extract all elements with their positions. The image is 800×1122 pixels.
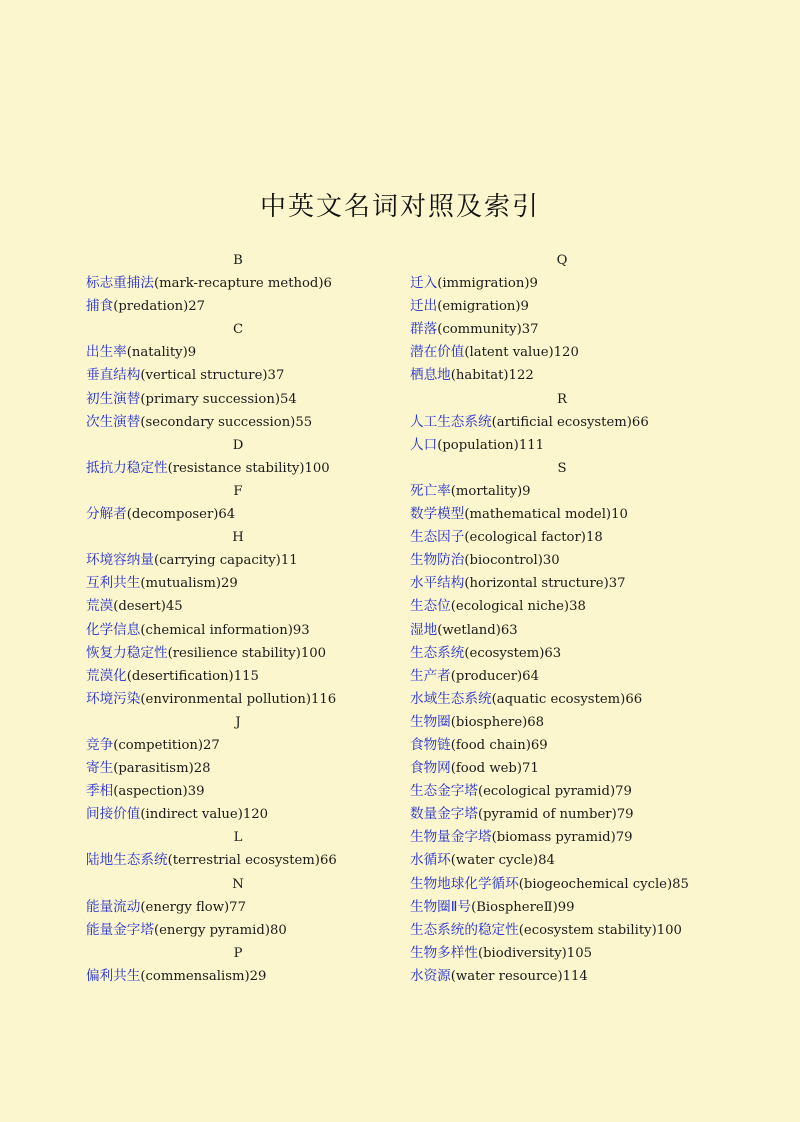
index-term-chinese: 生物防治	[410, 552, 465, 569]
index-entry	[410, 965, 730, 988]
index-entry	[410, 688, 730, 711]
index-entry	[86, 503, 386, 526]
index-term-english-page: (resistance stability)100	[167, 460, 330, 476]
index-term-english-page: (artificial ecosystem)66	[491, 414, 649, 430]
index-entry	[410, 434, 730, 457]
index-entry	[410, 665, 730, 688]
index-section-letter: F	[233, 483, 243, 499]
index-entry	[410, 364, 730, 387]
index-entry	[410, 757, 730, 780]
index-term-english-page: (producer)64	[450, 668, 539, 684]
index-term-chinese: 迁入	[410, 275, 438, 292]
index-term-english-page: (mortality)9	[450, 483, 531, 499]
index-term-english-page: (population)111	[437, 437, 544, 453]
index-term-chinese: 生物圈	[410, 713, 451, 730]
index-entry	[86, 619, 386, 642]
index-entry	[410, 503, 730, 526]
index-term-chinese: 初生演替	[86, 390, 141, 407]
index-entry	[86, 411, 386, 434]
index-term-english-page: (habitat)122	[450, 368, 534, 384]
index-entry	[410, 873, 730, 896]
index-term-english-page: (food chain)69	[450, 737, 548, 753]
index-term-english-page: (aquatic ecosystem)66	[491, 691, 643, 707]
index-term-chinese: 生态系统的稳定性	[410, 921, 519, 938]
index-term-english-page: (ecological pyramid)79	[477, 784, 632, 800]
index-term-english-page: (water resource)114	[450, 968, 588, 984]
index-section-letter: L	[233, 830, 243, 846]
index-term-english-page: (water cycle)84	[450, 853, 555, 869]
index-term-english-page: (aspection)39	[113, 784, 205, 800]
index-section-letter: B	[233, 253, 243, 268]
index-entry	[86, 642, 386, 665]
index-term-english-page: (commensalism)29	[140, 968, 267, 984]
index-term-chinese: 捕食	[86, 298, 114, 315]
index-entry	[410, 619, 730, 642]
index-entry	[86, 734, 386, 757]
index-term-english-page: (ecological factor)18	[464, 530, 603, 546]
index-term-chinese: 抵抗力稳定性	[86, 459, 168, 476]
index-entry	[410, 341, 730, 364]
index-term-english-page: (ecosystem stability)100	[518, 922, 682, 938]
index-term-english-page: (biomass pyramid)79	[491, 830, 633, 846]
index-section-letter: P	[233, 945, 243, 961]
index-term-chinese: 互利共生	[86, 575, 141, 592]
index-term-english-page: (carrying capacity)11	[153, 553, 298, 569]
index-section-letter: R	[557, 391, 567, 407]
index-entry	[86, 803, 386, 826]
index-term-chinese: 能量金字塔	[86, 921, 154, 938]
index-section-letter: S	[557, 460, 567, 476]
index-term-english-page: (vertical structure)37	[140, 368, 285, 384]
index-term-chinese: 生物地球化学循环	[410, 875, 519, 892]
index-entry	[410, 734, 730, 757]
index-term-english-page: (primary succession)54	[140, 391, 297, 407]
index-term-chinese: 寄生	[86, 760, 114, 777]
index-section-letter: Q	[556, 253, 568, 268]
index-term-chinese: 数学模型	[410, 506, 465, 523]
index-term-chinese: 潜在价值	[410, 344, 465, 361]
index-term-chinese: 水循环	[410, 852, 451, 869]
index-entry	[86, 757, 386, 780]
index-term-chinese: 生态因子	[410, 529, 465, 546]
index-term-chinese: 栖息地	[410, 367, 451, 384]
index-term-chinese: 群落	[410, 321, 438, 338]
index-term-english-page: (food web)71	[450, 761, 539, 777]
index-term-english-page: (community)37	[437, 322, 539, 338]
index-entry	[86, 965, 386, 988]
index-term-english-page: (indirect value)120	[140, 807, 269, 823]
index-term-english-page: (wetland)63	[437, 622, 518, 638]
index-term-chinese: 人口	[410, 436, 438, 453]
index-entry	[410, 849, 730, 872]
index-term-chinese: 食物网	[410, 760, 451, 777]
index-term-chinese: 生物圈Ⅱ号	[410, 898, 472, 915]
index-term-chinese: 人工生态系统	[410, 413, 492, 430]
index-term-english-page: (pyramid of number)79	[477, 807, 634, 823]
index-term-english-page: (immigration)9	[437, 276, 538, 292]
index-term-chinese: 偏利共生	[86, 967, 141, 984]
index-term-english-page: (mark-recapture method)6	[153, 276, 332, 292]
index-term-chinese: 数量金字塔	[410, 806, 478, 823]
index-term-chinese: 湿地	[410, 621, 438, 638]
index-term-english-page: (ecological niche)38	[450, 599, 586, 615]
index-term-chinese: 生态金字塔	[410, 783, 478, 800]
index-term-english-page: (environmental pollution)116	[140, 691, 337, 707]
index-entry	[410, 803, 730, 826]
index-entry	[86, 919, 386, 942]
index-entry	[86, 688, 386, 711]
index-term-english-page: (decomposer)64	[126, 507, 236, 523]
index-term-english-page: (ecosystem)63	[464, 645, 562, 661]
index-term-english-page: (BiosphereⅡ)99	[471, 899, 575, 915]
index-entry	[86, 549, 386, 572]
index-term-chinese: 荒漠	[86, 598, 114, 615]
index-term-english-page: (horizontal structure)37	[464, 576, 626, 592]
index-section-letter: J	[235, 714, 241, 730]
index-term-english-page: (terrestrial ecosystem)66	[167, 853, 337, 869]
index-term-english-page: (desertification)115	[126, 668, 259, 684]
index-term-chinese: 生态系统	[410, 644, 465, 661]
index-entry	[86, 388, 386, 411]
index-section-letter: H	[232, 530, 244, 546]
index-term-english-page: (secondary succession)55	[140, 414, 313, 430]
index-term-chinese: 陆地生态系统	[86, 852, 168, 869]
index-term-chinese: 间接价值	[86, 806, 141, 823]
index-entry	[410, 549, 730, 572]
index-entry	[86, 295, 386, 318]
index-entry	[410, 642, 730, 665]
index-term-english-page: (energy pyramid)80	[153, 922, 287, 938]
index-term-chinese: 荒漠化	[86, 667, 127, 684]
index-term-english-page: (mutualism)29	[140, 576, 238, 592]
index-column-left	[86, 249, 386, 988]
index-term-chinese: 出生率	[86, 344, 127, 361]
index-term-chinese: 水资源	[410, 967, 451, 984]
index-term-chinese: 生产者	[410, 667, 451, 684]
index-term-english-page: (biosphere)68	[450, 714, 545, 730]
index-term-chinese: 分解者	[86, 506, 127, 523]
index-entry	[410, 318, 730, 341]
index-term-chinese: 生物量金字塔	[410, 829, 492, 846]
index-entry	[410, 780, 730, 803]
index-term-english-page: (biodiversity)105	[477, 945, 592, 961]
index-entry	[86, 272, 386, 295]
index-entry	[86, 457, 386, 480]
index-entry	[410, 595, 730, 618]
index-entry	[86, 572, 386, 595]
index-entry	[410, 272, 730, 295]
index-term-chinese: 水域生态系统	[410, 690, 492, 707]
index-term-chinese: 生态位	[410, 598, 451, 615]
index-term-chinese: 能量流动	[86, 898, 141, 915]
page-title: 中英文名词对照及索引	[259, 192, 540, 222]
index-term-english-page: (parasitism)28	[113, 761, 211, 777]
index-entry	[410, 480, 730, 503]
index-entry	[86, 780, 386, 803]
index-term-english-page: (energy flow)77	[140, 899, 246, 915]
index-term-chinese: 垂直结构	[86, 367, 141, 384]
index-entry	[410, 711, 730, 734]
index-term-chinese: 环境污染	[86, 690, 141, 707]
index-term-chinese: 标志重捕法	[86, 275, 154, 292]
index-entry	[86, 849, 386, 872]
index-term-english-page: (latent value)120	[464, 345, 579, 361]
index-term-english-page: (chemical information)93	[140, 622, 310, 638]
index-entry	[86, 896, 386, 919]
index-entry	[86, 364, 386, 387]
index-term-english-page: (biocontrol)30	[464, 553, 560, 569]
index-entry	[410, 526, 730, 549]
index-term-chinese: 死亡率	[410, 482, 451, 499]
index-section-letter: C	[232, 322, 244, 338]
index-entry	[410, 942, 730, 965]
index-column-right	[410, 249, 730, 988]
index-entry	[86, 665, 386, 688]
index-term-english-page: (mathematical model)10	[464, 507, 628, 523]
index-term-english-page: (desert)45	[113, 599, 183, 615]
index-term-chinese: 环境容纳量	[86, 552, 154, 569]
index-term-english-page: (biogeochemical cycle)85	[518, 876, 689, 892]
index-term-chinese: 恢复力稳定性	[86, 644, 168, 661]
index-entry	[410, 919, 730, 942]
index-term-english-page: (natality)9	[126, 345, 197, 361]
index-term-chinese: 竞争	[86, 736, 114, 753]
index-entry	[410, 572, 730, 595]
index-term-chinese: 迁出	[410, 298, 438, 315]
index-entry	[86, 341, 386, 364]
index-entry	[410, 411, 730, 434]
index-term-english-page: (predation)27	[113, 299, 206, 315]
index-term-chinese: 水平结构	[410, 575, 465, 592]
index-term-english-page: (emigration)9	[437, 299, 529, 315]
index-term-chinese: 化学信息	[86, 621, 141, 638]
index-entry	[410, 826, 730, 849]
index-term-english-page: (resilience stability)100	[167, 645, 327, 661]
index-term-chinese: 次生演替	[86, 413, 141, 430]
index-term-chinese: 食物链	[410, 736, 451, 753]
index-entry	[410, 896, 730, 919]
index-term-english-page: (competition)27	[113, 737, 220, 753]
index-entry	[86, 595, 386, 618]
index-entry	[410, 295, 730, 318]
index-term-chinese: 生物多样性	[410, 944, 478, 961]
index-section-letter: N	[232, 876, 244, 892]
index-section-letter: D	[232, 437, 244, 453]
index-term-chinese: 季相	[86, 783, 114, 800]
